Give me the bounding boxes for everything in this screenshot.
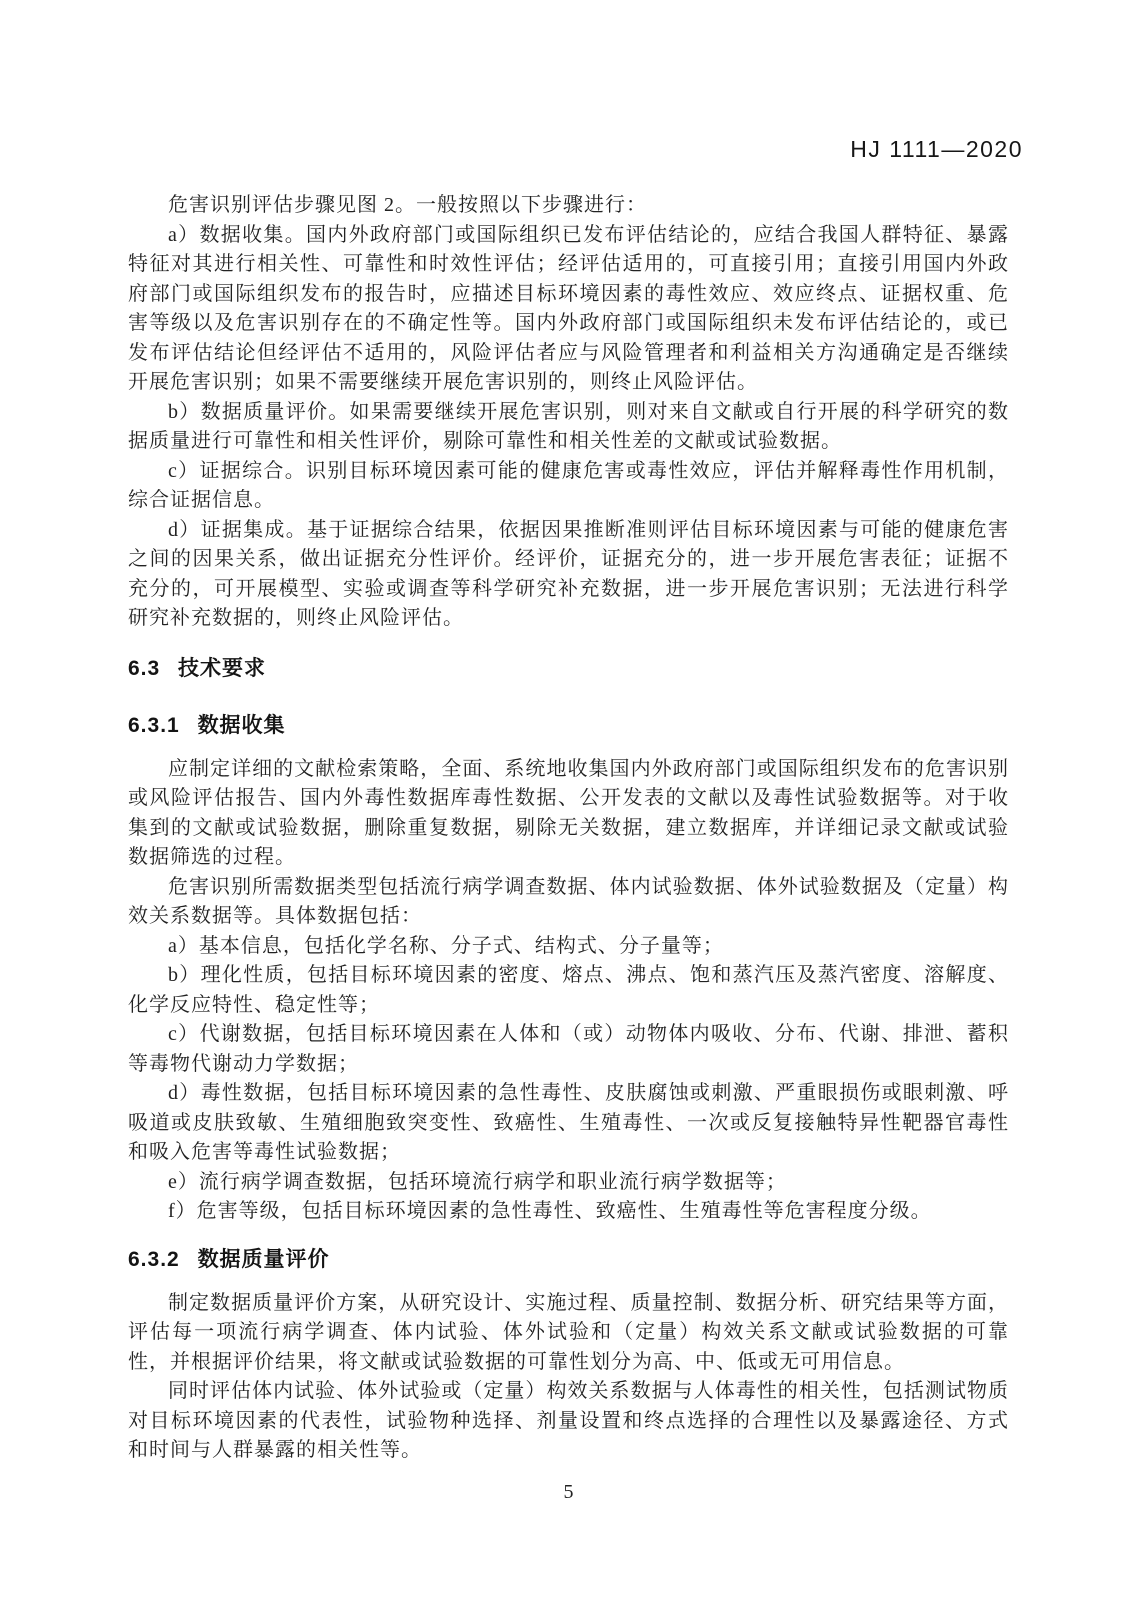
section-title-6-3: 技术要求 [178, 656, 267, 680]
section-title-6-3-2: 数据质量评价 [197, 1247, 330, 1271]
section-number-6-3-2: 6.3.2 [128, 1247, 180, 1271]
paragraph-intro: 危害识别评估步骤见图 2。一般按照以下步骤进行： [168, 194, 647, 216]
paragraph-6-3-1-second: 危害识别所需数据类型包括流行病学调查数据、体内试验数据、体外试验数据及（定量）构效关系数据等。具体数据包括： [128, 875, 1009, 927]
section-number-6-3: 6.3 [128, 656, 161, 680]
list-item-e: e）流行病学调查数据，包括环境流行病学和职业流行病学数据等； [168, 1170, 787, 1193]
section-heading-6-3-2 [128, 1245, 1009, 1275]
paragraph-step-c: c）证据综合。识别目标环境因素可能的健康危害或毒性效应，评估并解释毒性作用机制，综合证据信息。 [128, 459, 1009, 511]
list-item-c: c）代谢数据，包括目标环境因素在人体和（或）动物体内吸收、分布、代谢、排泄、蓄积等毒物代谢动力学数据； [128, 1023, 1009, 1075]
page-number: 5 [563, 1480, 574, 1503]
list-item-d: d）毒性数据，包括目标环境因素的急性毒性、皮肤腐蚀或刺激、严重眼损伤或眼刺激、呼吸道或皮肤致敏、生殖细胞致突变性、致癌性、生殖毒性、一次或反复接触特异性靶器官毒性和吸入危害等毒性试验数据； [128, 1082, 1009, 1163]
section-heading-6-3 [128, 654, 1009, 684]
paragraph-6-3-2-second: 同时评估体内试验、体外试验或（定量）构效关系数据与人体毒性的相关性，包括测试物质对目标环境因素的代表性，试验物种选择、剂量设置和终点选择的合理性以及暴露途径、方式和时间与人群暴露的相关性等。 [128, 1380, 1009, 1461]
section-title-6-3-1: 数据收集 [197, 713, 286, 737]
paragraph-6-3-1-first: 应制定详细的文献检索策略，全面、系统地收集国内外政府部门或国际组织发布的危害识别或风险评估报告、国内外毒性数据库毒性数据、公开发表的文献以及毒性试验数据等。对于收集到的文献或试验数据，删除重复数据，剔除无关数据，建立数据库，并详细记录文献或试验数据筛选的过程。 [128, 757, 1009, 868]
paragraph-6-3-2-first: 制定数据质量评价方案，从研究设计、实施过程、质量控制、数据分析、研究结果等方面，评估每一项流行病学调查、体内试验、体外试验和（定量）构效关系文献或试验数据的可靠性，并根据评价结果，将文献或试验数据的可靠性划分为高、中、低或无可用信息。 [128, 1291, 1009, 1373]
paragraph-step-b: b）数据质量评价。如果需要继续开展危害识别，则对来自文献或自行开展的科学研究的数据质量进行可靠性和相关性评价，剔除可靠性和相关性差的文献或试验数据。 [128, 400, 1009, 452]
list-item-b: b）理化性质，包括目标环境因素的密度、熔点、沸点、饱和蒸汽压及蒸汽密度、溶解度、化学反应特性、稳定性等； [128, 964, 1009, 1016]
list-item-f: f）危害等级，包括目标环境因素的急性毒性、致癌性、生殖毒性等危害程度分级。 [168, 1200, 932, 1222]
section-heading-6-3-1 [128, 711, 1009, 741]
list-item-a: a）基本信息，包括化学名称、分子式、结构式、分子量等； [168, 934, 724, 957]
standard-code-header: HJ 1111—2020 [850, 136, 1023, 162]
paragraph-step-a: a）数据收集。国内外政府部门或国际组织已发布评估结论的，应结合我国人群特征、暴露特征对其进行相关性、可靠性和时效性评估；经评估适用的，可直接引用；直接引用国内外政府部门或国际组织发布的报告时，应描述目标环境因素的毒性效应、效应终点、证据权重、危害等级以及危害识别存在的不确定性等。国内外政府部门或国际组织未发布评估结论的，或已发布评估结论但经评估不适用的，风险评估者应与风险管理者和利益相关方沟通确定是否继续开展危害识别；如果不需要继续开展危害识别的，则终止风险评估。 [128, 223, 1009, 393]
section-number-6-3-1: 6.3.1 [128, 713, 180, 737]
paragraph-step-d: d）证据集成。基于证据综合结果，依据因果推断准则评估目标环境因素与可能的健康危害之间的因果关系，做出证据充分性评价。经评价，证据充分的，进一步开展危害表征；证据不充分的，可开展模型、实验或调查等科学研究补充数据，进一步开展危害识别；无法进行科学研究补充数据的，则终止风险评估。 [128, 518, 1009, 629]
